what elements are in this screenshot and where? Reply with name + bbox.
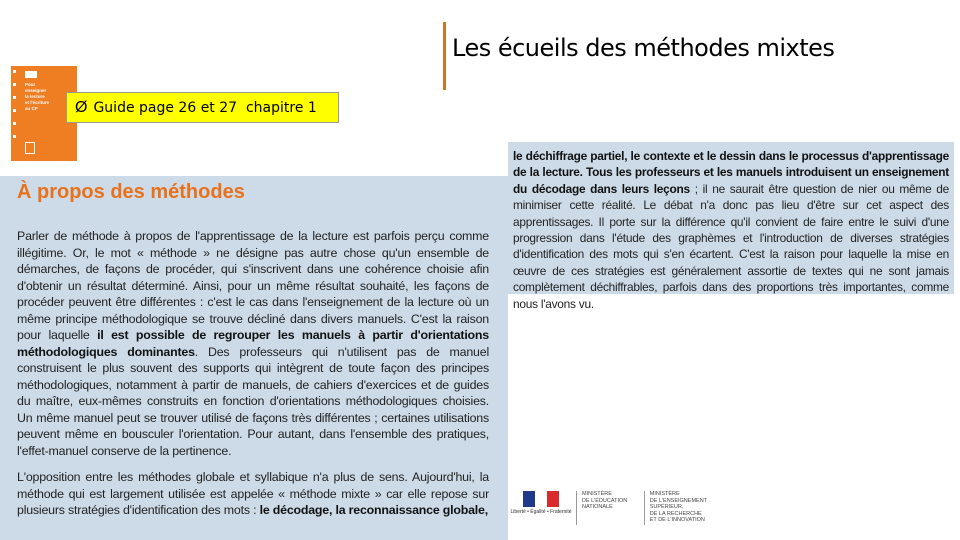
ministry-education-label: MINISTÈRE DE L'ÉDUCATION NATIONALE: [576, 491, 634, 525]
arrow-bullet-icon: Ø: [75, 98, 88, 116]
excerpt-heading: À propos des méthodes: [17, 181, 245, 203]
title-accent-bar: [443, 22, 446, 90]
ministry-higher-education-label: MINISTÈRE DE L'ENSEIGNEMENT SUPÉRIEUR, DE LA RECHERCHE ET DE L'INNOVATION: [644, 491, 736, 525]
excerpt-paragraph-2: L'opposition entre les méthodes globale et syllabique n'a plus de sens. Aujourd'hui, la méthode qui est largement utilisée est appelée « méthode mixte » car elle repose sur plusieurs stratégies d'identification des mots : le décodage, la reconnaissance globale,: [17, 470, 489, 517]
cover-logo-icon: [25, 71, 37, 78]
slide-title: Les écueils des méthodes mixtes: [452, 34, 835, 62]
excerpt-body: [17, 228, 489, 529]
cover-title: Pour enseigner la lecture et l'écriture au CP: [25, 82, 50, 111]
excerpt-paragraph-1: Parler de méthode à propos de l'apprentissage de la lecture est parfois perçu comme illégitime. Or, le mot « méthode » ne désigne pas autre chose qu'un ensemble de démarches, de façons de procéder, qui s'inscrivent dans une cohérence choisie afin d'obtenir un résultat déterminé. Ainsi, pour un même résultat souhaité, les façons de procéder peuvent être différentes : c'est le cas dans l'enseignement de la lecture où un même principe méthodologique se trouve décliné dans divers manuels. C'est la raison pour laquelle il est possible de regrouper les manuels à partir d'orientations méthodologiques dominantes. Des professeurs qui n'utilisent pas de manuel construisent le plus souvent des supports qui intègrent de toute façon des principes méthodologiques, notamment à partir de manuels, de cahiers d'exercices et de guides du maître, eux-mêmes construits en fonction d'orientations méthodologiques choisies. Un même manuel peut se trouver utilisé de façons très différentes ; certaines utilisations peuvent même en bousculer l'orientation. Pour autant, dans l'ensemble des pratiques, l'effet-manuel conserve de la pertinence.: [17, 229, 489, 458]
cover-dots: [13, 70, 17, 148]
excerpt-continuation: le déchiffrage partiel, le contexte et le dessin dans le processus d'apprentissage de la lecture. Tous les professeurs et les manuels introduisent un enseignement du décodage dans leurs leçons ; il ne saurait être question de nier ou même de minimiser cette réalité. Le débat n'a donc pas lieu d'être sur cet aspect des apprentissages. Il porte sur la différence qu'il convient de faire entre le suivi d'une progression dans l'étude des graphèmes et l'introduction de diverses stratégies d'identification des mots qui s'en écartent. C'est la raison pour laquelle la mise en œuvre de ces stratégies est généralement assortie de textes qui ne sont jamais complètement déchiffrables, parfois dans des proportions très importantes, comme nous l'avons vu.: [513, 149, 949, 311]
callout-text: Guide page 26 et 27 chapitre 1: [93, 99, 317, 116]
marianne-logo-icon: Liberté • Égalité • Fraternité: [516, 491, 566, 523]
guide-reference-callout: [66, 92, 339, 123]
left-excerpt-panel: [0, 176, 508, 540]
ministry-logos: [510, 491, 736, 527]
cover-emblem-icon: [25, 142, 35, 154]
right-excerpt-panel: [508, 142, 954, 311]
